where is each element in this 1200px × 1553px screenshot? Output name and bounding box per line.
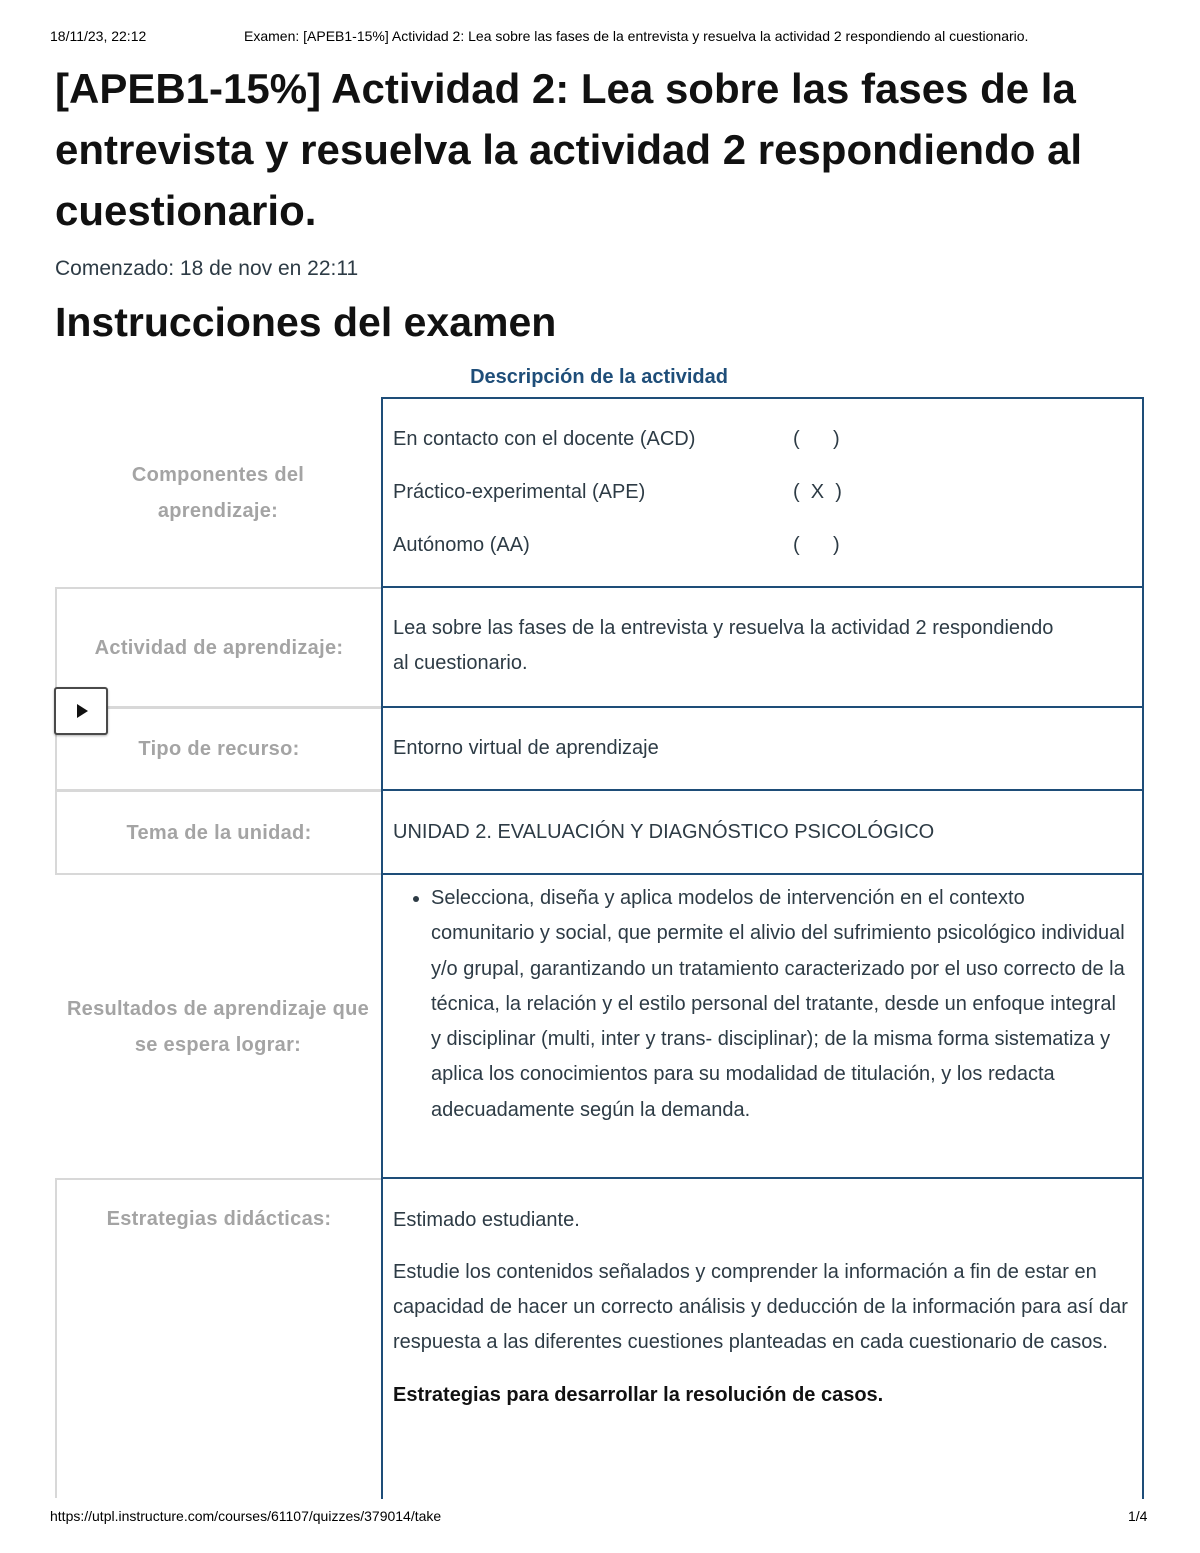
print-header <box>0 28 1200 48</box>
started-timestamp: Comenzado: 18 de nov en 22:11 <box>55 257 359 280</box>
unit-topic-label <box>55 790 381 875</box>
component-name: Práctico-experimental (APE) <box>393 481 646 503</box>
component-mark: ( X ) <box>793 481 842 503</box>
strategies-greeting: Estimado estudiante. <box>393 1209 580 1231</box>
play-icon <box>77 704 88 718</box>
strategies-cell <box>381 1179 1144 1499</box>
resource-cell <box>381 708 1144 790</box>
play-button[interactable] <box>54 687 108 735</box>
components-label <box>55 398 381 587</box>
component-mark: ( ) <box>793 534 840 556</box>
components-label-text: Componentes del aprendizaje: <box>131 463 305 522</box>
print-header-title: Examen: [APEB1-15%] Actividad 2: Lea sobre las fases de la entrevista y resuelva la actividad 2 respondiendo al cuestionario. <box>244 28 1029 44</box>
strategies-label <box>55 1178 381 1498</box>
unit-topic-label-text: Tema de la unidad: <box>126 821 312 844</box>
component-row <box>393 519 1132 572</box>
strategies-label-text: Estrategias didácticas: <box>106 1208 332 1230</box>
components-cell <box>381 399 1144 587</box>
list-item: • Selecciona, diseña y aplica modelos de intervención en el contexto comunitario y social, que permite el alivio del sufrimiento psicológico individual y/o grupal, garantizando un tratamiento caracterizado por el uso correcto de la técnica, la relación y el estilo personal del tratante, desde un enfoque integral y disciplinar (multi, inter y trans- disciplinar); de la misma forma sistematiza y aplica los conocimientos para su modalidad de titulación, y los redacta adecuadamente según la demanda. <box>431 881 1130 1128</box>
print-page-number: 1/4 <box>1128 1508 1148 1524</box>
print-footer <box>0 1508 1200 1528</box>
activity-cell <box>381 588 1144 707</box>
page-title: [APEB1-15%] Actividad 2: Lea sobre las fases de la entrevista y resuelva la actividad 2 respondiendo al cuestionario. <box>55 65 1083 234</box>
component-name: En contacto con el docente (ACD) <box>393 428 696 450</box>
outcomes-cell <box>381 875 1144 1178</box>
component-row <box>393 413 1132 466</box>
activity-label-text: Actividad de aprendizaje: <box>94 636 344 659</box>
instructions-heading: Instrucciones del examen <box>55 299 557 345</box>
outcomes-list <box>393 881 1130 1128</box>
strategies-subheading: Estrategias para desarrollar la resolución de casos. <box>393 1384 884 1406</box>
table-caption: Descripción de la actividad <box>470 366 728 388</box>
unit-topic-cell <box>381 791 1144 874</box>
component-row <box>393 466 1132 519</box>
print-date: 18/11/23, 22:12 <box>50 28 147 44</box>
outcomes-label <box>55 874 381 1179</box>
outcomes-label-text: Resultados de aprendizaje que se espera lograr: <box>66 997 370 1056</box>
strategies-paragraph: Estudie los contenidos señalados y comprender la información a fin de estar en capacidad de hacer un correcto análisis y deducción de la información para así dar respuesta a las diferentes cuestiones planteadas en cada cuestionario de casos. <box>393 1261 1128 1353</box>
activity-value: Lea sobre las fases de la entrevista y resuelva la actividad 2 respondiendo al cuestionario. <box>393 617 1054 674</box>
unit-topic-value: UNIDAD 2. EVALUACIÓN Y DIAGNÓSTICO PSICOLÓGICO <box>393 821 935 843</box>
resource-label-text: Tipo de recurso: <box>138 738 300 760</box>
resource-value: Entorno virtual de aprendizaje <box>393 737 659 759</box>
print-url: https://utpl.instructure.com/courses/61107/quizzes/379014/take <box>50 1508 442 1524</box>
component-mark: ( ) <box>793 428 840 450</box>
component-name: Autónomo (AA) <box>393 534 530 556</box>
